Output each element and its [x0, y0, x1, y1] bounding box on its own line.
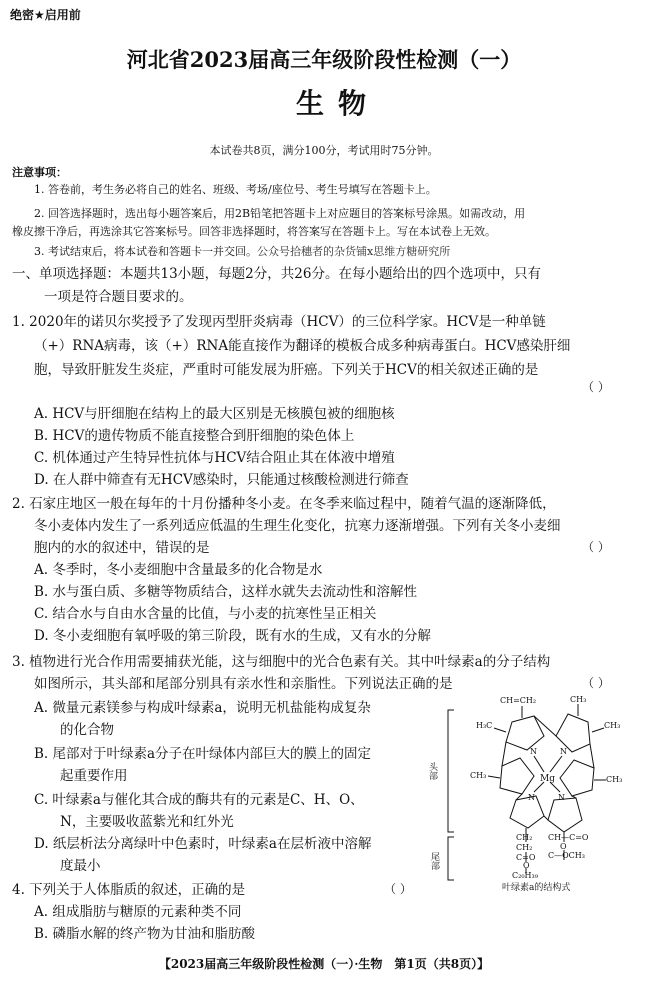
methyl-label-2: CH₃: [604, 721, 621, 730]
nitrogen-label-1: N: [530, 747, 537, 756]
q2-stem-1: 2. 石家庄地区一般在每年的十月份播种冬小麦。在冬季来临过程中，随着气温的逐渐降低，: [12, 496, 556, 512]
q1-stem-1: 1. 2020年的诺贝尔奖授予了发现丙型肝炎病毒（HCV）的三位科学家。HCV是一种单链: [12, 314, 546, 330]
q3-option-a: A. 微量元素镁参与构成叶绿素a，说明无机盐能构成复杂: [34, 700, 371, 716]
q1-stem-3: 胞，导致肝脏发生炎症，严重时可能发展为肝癌。下列关于HCV的相关叙述正确的是: [34, 362, 539, 378]
q2-option-b: B. 水与蛋白质、多糖等物质结合，这样水就失去流动性和溶解性: [34, 584, 418, 600]
chlorophyll-structure-diagram: [427, 692, 642, 893]
q3-option-b-cont: 起重要作用: [60, 768, 128, 784]
q3-option-d: D. 纸层析法分离绿叶中色素时，叶绿素a在层析液中溶解: [34, 836, 372, 852]
nitrogen-label-2: N: [560, 747, 567, 756]
q3-option-c-cont: N，主要吸收蓝紫光和红外光: [60, 814, 234, 830]
q4-option-a: A. 组成脂肪与糖原的元素种类不同: [34, 904, 242, 920]
vinyl-group-label: CH=CH₂: [500, 696, 537, 705]
confidential-label: 绝密★启用前: [10, 8, 81, 22]
methyl-label-3: CH₃: [470, 771, 487, 780]
q4-answer-blank: （ ）: [384, 882, 412, 896]
section-heading-cont: 一项是符合题目要求的。: [44, 289, 193, 305]
exam-intro: 本试卷共8页，满分100分，考试用时75分钟。: [209, 144, 439, 157]
q1-option-a: A. HCV与肝细胞在结构上的最大区别是无核膜包被的细胞核: [34, 406, 395, 422]
notice-item-2-cont: 橡皮擦干净后，再选涂其它答案标号。回答非选择题时，将答案写在答题卡上。写在本试卷上无效。: [12, 225, 496, 238]
exam-title: 河北省2023届高三年级阶段性检测（一）: [126, 47, 522, 72]
q1-option-c: C. 机体通过产生特异性抗体与HCV结合阻止其在体液中增殖: [34, 450, 395, 466]
notice-item-1: 1. 答卷前，考生务必将自己的姓名、班级、考场/座位号、考生号填写在答题卡上。: [34, 183, 437, 196]
methoxy-label: C—OCH₃: [548, 851, 585, 860]
h3c-label: H₃C: [476, 721, 493, 730]
methyl-label-4: CH₃: [606, 775, 623, 784]
q3-option-a-cont: 的化合物: [60, 722, 114, 738]
ch2-label-1: CH₂: [516, 833, 533, 842]
subject-title: 生物: [295, 87, 380, 120]
q3-option-c: C. 叶绿素a与催化其合成的酶共有的元素是C、H、O、: [34, 792, 364, 808]
ring-oxygen-label: O: [560, 842, 567, 851]
q3-stem-1: 3. 植物进行光合作用需要捕获光能，这与细胞中的光合色素有关。其中叶绿素a的分子结构: [12, 654, 551, 670]
methyl-label-1: CH₃: [570, 695, 587, 704]
q4-stem: 4. 下列关于人体脂质的叙述，正确的是: [12, 882, 246, 898]
q2-stem-2: 冬小麦体内发生了一系列适应低温的生理生化变化，抗寒力逐渐增强。下列有关冬小麦细: [34, 518, 561, 534]
phytyl-label: C₂₀H₃₉: [512, 871, 538, 880]
notice-item-2: 2. 回答选择题时，选出每小题答案后，用2B铅笔把答题卡上对应题目的答案标号涂黑。如需改动，用: [34, 207, 526, 220]
q3-answer-blank: （ ）: [582, 676, 610, 690]
q1-stem-2: （+）RNA病毒，该（+）RNA能直接作为翻译的模板合成多种病毒蛋白。HCV感染肝细: [34, 338, 571, 354]
watermark-text: 公众号拾穗者的杂货铺x思维方糖研究所: [257, 245, 451, 258]
figure-caption: 叶绿素a的结构式: [502, 883, 571, 893]
ester-oxygen-label: O: [523, 861, 530, 870]
q4-option-b: B. 磷脂水解的终产物为甘油和脂肪酸: [34, 926, 256, 942]
q2-stem-3: 胞内的水的叙述中，错误的是: [34, 540, 210, 556]
q3-stem-2: 如图所示，其头部和尾部分别具有亲水性和亲脂性。下列说法正确的是: [34, 676, 453, 692]
q3-option-b: B. 尾部对于叶绿素a分子在叶绿体内部巨大的膜上的固定: [34, 746, 372, 762]
notice-heading: 注意事项：: [12, 166, 67, 179]
magnesium-label: Mg: [540, 774, 555, 784]
q1-option-b: B. HCV的遗传物质不能直接整合到肝细胞的染色体上: [34, 428, 355, 444]
section-heading: 一、单项选择题：本题共13小题，每题2分，共26分。在每小题给出的四个选项中，只有: [12, 266, 541, 282]
nitrogen-label-4: N: [558, 793, 565, 802]
tail-label: 尾部: [429, 852, 439, 870]
q3-option-d-cont: 度最小: [60, 858, 101, 874]
q1-answer-blank: （ ）: [582, 380, 610, 394]
ester-carbonyl-label: C=O: [516, 853, 536, 862]
q2-option-d: D. 冬小麦细胞有氧呼吸的第三阶段，既有水的生成，又有水的分解: [34, 628, 431, 644]
q2-option-c: C. 结合水与自由水含量的比值，与小麦的抗寒性呈正相关: [34, 606, 377, 622]
q1-option-d: D. 在人群中筛查有无HCV感染时，只能通过核酸检测进行筛查: [34, 472, 409, 488]
nitrogen-label-3: N: [528, 793, 535, 802]
page-footer: 【2023届高三年级阶段性检测（一）·生物 第1页（共8页）】: [158, 957, 490, 971]
ring-carbonyl-label: CH—C=O: [548, 833, 589, 842]
ch2-label-2: CH₂: [516, 843, 533, 852]
head-label: 头部: [427, 762, 437, 780]
q2-answer-blank: （ ）: [582, 540, 610, 554]
q2-option-a: A. 冬季时，冬小麦细胞中含量最多的化合物是水: [34, 562, 323, 578]
notice-item-3-text: 3. 考试结束后，将本试卷和答题卡一并交回。: [34, 245, 257, 258]
notice-item-3: [34, 242, 450, 261]
